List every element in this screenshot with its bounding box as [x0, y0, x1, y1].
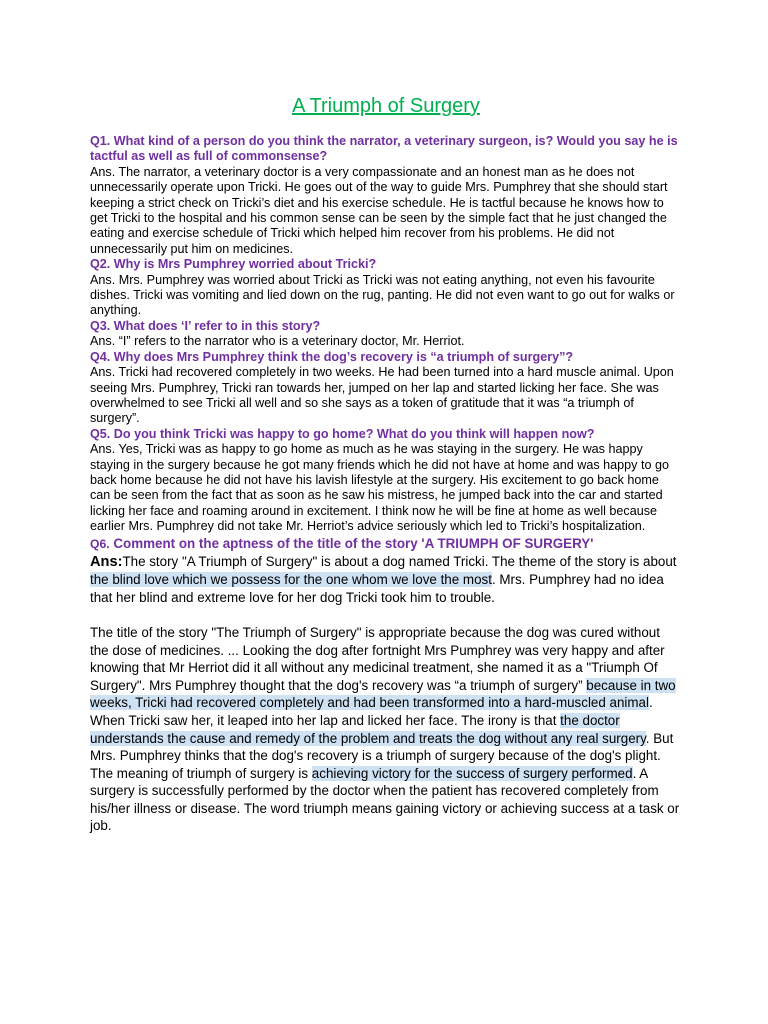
question-6-text: Comment on the aptness of the title of the story 'A TRIUMPH OF SURGERY' [109, 535, 594, 551]
answer-6-label: Ans: [90, 553, 123, 570]
answer-2: Ans. Mrs. Pumphrey was worried about Tricki as Tricki was not eating anything, not even his favourite dishes. Tricki was vomiting and lied down on the rug, panting. He did not even want to go out for walks or anything. [90, 272, 675, 318]
answer-text: The title of the story "The Triumph of Surgery" is appropriate because the dog was cured without the dose of medicines. ... Looking the dog after fortnight Mrs Pumphrey was very happy and after knowing that Mr Herriot did it all without any medicinal treatment, she named it as a "Triumph Of Surgery". Mrs Pumphrey thought that the dog's recovery was “a triumph of surgery” [90, 624, 665, 693]
answer-6-paragraph-2 [90, 624, 682, 835]
question-2: Q2. Why is Mrs Pumphrey worried about Tricki? [90, 257, 377, 272]
question-5: Q5. Do you think Tricki was happy to go home? What do you think will happen now? [90, 426, 595, 441]
answer-text: . Mrs. Pumphrey had no idea that her blind and extreme love for her dog Tricki took him to trouble. [90, 572, 664, 605]
answer-text: The story "A Triumph of Surgery" is about a dog named Tricki. The theme of the story is about [122, 553, 677, 569]
answer-1: Ans. The narrator, a veterinary doctor is a very compassionate and an honest man as he does not unnecessarily operate upon Tricki. He goes out of the way to guide Mrs. Pumphrey that she should start keeping a strict check on Tricki’s diet and his exercise schedule. He is tactful because he knows how to get Tricki to the hospital and his common sense can be seen by the simple fact that he just changed the eating and exercise schedule of Tricki which helped him recover from his problems. He did not unnecessarily put him on medicines. [90, 164, 668, 256]
paragraph-gap [90, 606, 682, 624]
document-title: A Triumph of Surgery [292, 95, 480, 117]
answer-text: . A surgery is successfully performed by the doctor when the patient has recovered completely from his/her illness or disease. The word triumph means gaining victory or achieving success at a task or job. [90, 765, 680, 834]
question-6 [90, 535, 682, 553]
answer-6-paragraph-1 [90, 553, 682, 607]
highlighted-text: because in two weeks, Tricki had recovered completely and had been transformed into a hard-muscled animal [90, 677, 676, 711]
document-page [90, 92, 682, 835]
answer-3: Ans. “I” refers to the narrator who is a veterinary doctor, Mr. Herriot. [90, 334, 465, 349]
highlighted-text: the doctor understands the cause and remedy of the problem and treats the dog without any real surgery [90, 712, 646, 746]
question-6-prefix: Q6. [90, 536, 110, 551]
answer-text: . When Tricki saw her, it leaped into her lap and licked her face. The irony is that [90, 695, 653, 728]
question-3: Q3. What does ‘I’ refer to in this story? [90, 318, 321, 333]
highlighted-text: achieving victory for the success of surgery performed [311, 765, 633, 781]
answer-text: . But Mrs. Pumphrey thinks that the dog's recovery is a triumph of surgery because of the dog's plight. The meaning of triumph of surgery is [90, 730, 674, 781]
question-1: Q1. What kind of a person do you think the narrator, a veterinary surgeon, is? Would you say he is tactful as well as full of commonsense? [90, 134, 678, 164]
question-4: Q4. Why does Mrs Pumphrey think the dog’s recovery is “a triumph of surgery”? [90, 349, 574, 364]
answer-5: Ans. Yes, Tricki was as happy to go home as much as he was staying in the surgery. He was happy staying in the surgery because he got many friends which he did not have at home and was happy to go back home because he did not have his lavish lifestyle at the surgery. His excitement to go back home can be seen from the fact that as soon as he saw his mistress, he jumped back into the car and started licking her face and roaming around in excitement. I think now he will be fine at home as well because earlier Mrs. Pumphrey did not take Mr. Herriot’s advice seriously which led to Tricki’s hospitalization. [90, 442, 669, 534]
answer-4: Ans. Tricki had recovered completely in two weeks. He had been turned into a hard muscle animal. Upon seeing Mrs. Pumphrey, Tricki ran towards her, jumped on her lap and started licking her face. She was overwhelmed to see Tricki all well and so she says as a token of gratitude that it was “a triumph of surgery”. [90, 365, 674, 426]
highlighted-text: the blind love which we possess for the one whom we love the most [90, 572, 492, 588]
